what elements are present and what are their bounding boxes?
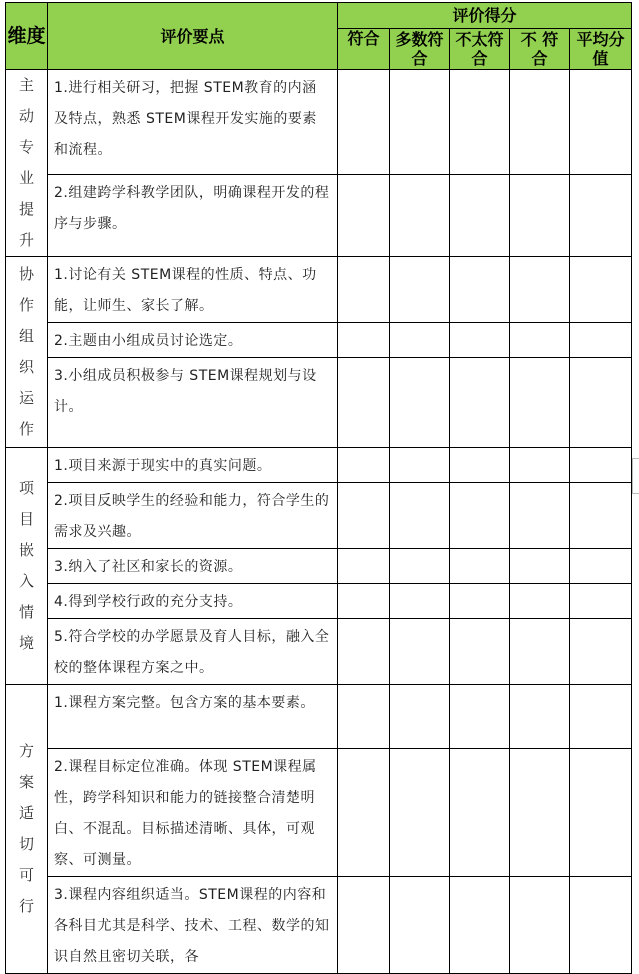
score-cell[interactable] (390, 448, 450, 483)
score-cell[interactable] (510, 358, 570, 448)
score-cell[interactable] (338, 549, 390, 584)
header-score-mostly: 多数符合 (390, 29, 450, 70)
score-cell[interactable] (570, 257, 632, 323)
score-cell[interactable] (510, 749, 570, 877)
score-cell[interactable] (390, 483, 450, 549)
score-cell[interactable] (450, 483, 510, 549)
score-cell[interactable] (338, 257, 390, 323)
score-cell[interactable] (450, 749, 510, 877)
score-cell[interactable] (450, 584, 510, 619)
header-score-rarely: 不太符合 (450, 29, 510, 70)
score-cell[interactable] (390, 174, 450, 256)
dimension-cell: 主 动 专 业 提 升 (6, 70, 48, 257)
point-cell: 3.课程内容组织适当。STEM课程的内容和各科目尤其是科学、技术、工程、数学的知识自然且密切关联，各 (48, 877, 338, 974)
score-cell[interactable] (510, 448, 570, 483)
score-cell[interactable] (510, 323, 570, 358)
score-cell[interactable] (570, 584, 632, 619)
score-cell[interactable] (450, 877, 510, 974)
score-cell[interactable] (338, 448, 390, 483)
dimension-cell: 协 作 组 织 运 作 (6, 257, 48, 448)
score-cell[interactable] (338, 619, 390, 685)
point-cell: 3.纳入了社区和家长的资源。 (48, 549, 338, 584)
score-cell[interactable] (450, 174, 510, 256)
score-cell[interactable] (510, 584, 570, 619)
point-cell: 2.课程目标定位准确。体现 STEM课程属性，跨学科知识和能力的链接整合清楚明白、不混乱。目标描述清晰、具体，可观察、可测量。 (48, 749, 338, 877)
point-cell: 2.主题由小组成员讨论选定。 (48, 323, 338, 358)
score-cell[interactable] (570, 174, 632, 256)
score-cell[interactable] (510, 174, 570, 256)
score-cell[interactable] (390, 619, 450, 685)
header-points: 评价要点 (48, 3, 338, 70)
score-cell[interactable] (338, 323, 390, 358)
score-cell[interactable] (390, 358, 450, 448)
score-cell[interactable] (450, 448, 510, 483)
point-cell: 1.项目来源于现实中的真实问题。 (48, 448, 338, 483)
header-dimension: 维度 (6, 3, 48, 70)
score-cell[interactable] (390, 584, 450, 619)
score-cell[interactable] (570, 685, 632, 749)
score-cell[interactable] (510, 877, 570, 974)
score-cell[interactable] (450, 619, 510, 685)
score-cell[interactable] (338, 70, 390, 175)
score-cell[interactable] (510, 619, 570, 685)
header-score-not: 不 符 合 (510, 29, 570, 70)
score-cell[interactable] (510, 483, 570, 549)
score-cell[interactable] (450, 685, 510, 749)
score-cell[interactable] (450, 549, 510, 584)
score-cell[interactable] (338, 685, 390, 749)
score-cell[interactable] (570, 749, 632, 877)
score-cell[interactable] (510, 70, 570, 175)
point-cell: 1.讨论有关 STEM课程的性质、特点、功能，让师生、家长了解。 (48, 257, 338, 323)
score-cell[interactable] (338, 749, 390, 877)
score-cell[interactable] (510, 257, 570, 323)
score-cell[interactable] (570, 483, 632, 549)
score-cell[interactable] (338, 358, 390, 448)
evaluation-table (5, 2, 632, 974)
score-cell[interactable] (450, 323, 510, 358)
score-cell[interactable] (570, 448, 632, 483)
score-cell[interactable] (338, 584, 390, 619)
score-cell[interactable] (570, 619, 632, 685)
score-cell[interactable] (390, 323, 450, 358)
score-cell[interactable] (570, 358, 632, 448)
score-cell[interactable] (450, 70, 510, 175)
dimension-cell: 项 目 嵌 入 情 境 (6, 448, 48, 685)
header-score-conform: 符合 (338, 29, 390, 70)
score-cell[interactable] (390, 549, 450, 584)
score-cell[interactable] (450, 257, 510, 323)
score-cell[interactable] (390, 749, 450, 877)
score-cell[interactable] (570, 549, 632, 584)
point-cell: 2.组建跨学科教学团队，明确课程开发的程序与步骤。 (48, 174, 338, 256)
score-cell[interactable] (338, 877, 390, 974)
score-cell[interactable] (390, 877, 450, 974)
score-cell[interactable] (510, 685, 570, 749)
scroll-marker (632, 458, 639, 494)
dimension-cell: 方 案 适 切 可 行 (6, 685, 48, 974)
point-cell: 1.进行相关研习，把握 STEM教育的内涵及特点，熟悉 STEM课程开发实施的要素和流程。 (48, 70, 338, 175)
score-cell[interactable] (338, 483, 390, 549)
point-cell: 5.符合学校的办学愿景及育人目标，融入全校的整体课程方案之中。 (48, 619, 338, 685)
score-cell[interactable] (570, 877, 632, 974)
score-cell[interactable] (390, 257, 450, 323)
point-cell: 3.小组成员积极参与 STEM课程规划与设计。 (48, 358, 338, 448)
score-cell[interactable] (390, 70, 450, 175)
score-cell[interactable] (570, 323, 632, 358)
point-cell: 2.项目反映学生的经验和能力，符合学生的需求及兴趣。 (48, 483, 338, 549)
header-score-average: 平均分值 (570, 29, 632, 70)
score-cell[interactable] (338, 174, 390, 256)
score-cell[interactable] (570, 70, 632, 175)
score-cell[interactable] (510, 549, 570, 584)
score-cell[interactable] (390, 685, 450, 749)
score-cell[interactable] (450, 358, 510, 448)
point-cell: 1.课程方案完整。包含方案的基本要素。 (48, 685, 338, 749)
point-cell: 4.得到学校行政的充分支持。 (48, 584, 338, 619)
header-score-group: 评价得分 (338, 3, 632, 29)
